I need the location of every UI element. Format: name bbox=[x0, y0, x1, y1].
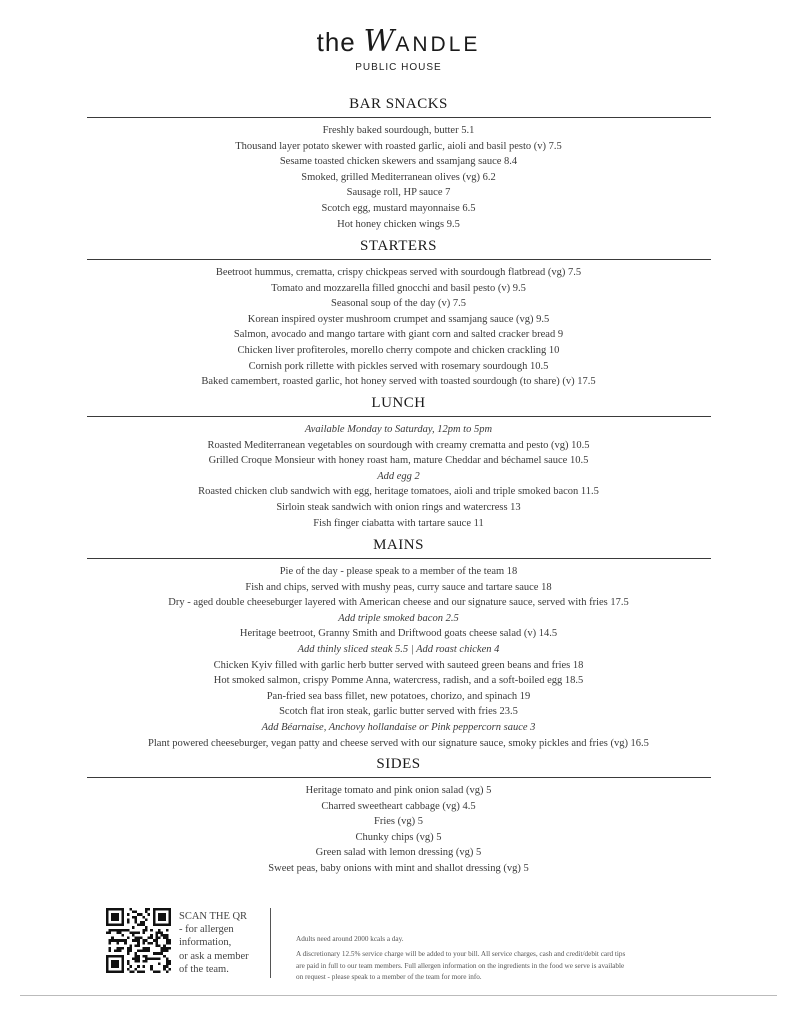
menu-item: Sirloin steak sandwich with onion rings and watercress 13 bbox=[276, 501, 521, 513]
menu-item: Grilled Croque Monsieur with honey roast ham, mature Cheddar and béchamel sauce 10.5 bbox=[208, 455, 589, 467]
menu-item: Green salad with lemon dressing (vg) 5 bbox=[315, 847, 482, 859]
menu-item: Pan-fried sea bass fillet, new potatoes, chorizo, and spinach 19 bbox=[266, 690, 531, 702]
menu-item: Beetroot hummus, crematta, crispy chickpeas served with sourdough flatbread (vg) 7.5 bbox=[215, 267, 582, 278]
menu-item: Smoked, grilled Mediterranean olives (vg) 6.2 bbox=[301, 171, 496, 183]
menu-items bbox=[0, 123, 797, 232]
menu-item: Freshly baked sourdough, butter 5.1 bbox=[322, 125, 475, 136]
brand-subtitle: PUBLIC HOUSE bbox=[355, 62, 442, 73]
brand-w: W bbox=[363, 24, 396, 59]
section-divider bbox=[87, 117, 711, 118]
menu-item: Heritage tomato and pink onion salad (vg) 5 bbox=[305, 785, 492, 796]
qr-text-line: or ask a member bbox=[179, 950, 249, 962]
section-divider bbox=[87, 259, 711, 260]
menu-items bbox=[0, 422, 797, 531]
menu-item: Chunky chips (vg) 5 bbox=[355, 831, 442, 843]
menu-item: Dry - aged double cheeseburger layered with American cheese and our signature sauce, served with fries 17.5 bbox=[168, 597, 629, 609]
section-divider bbox=[87, 416, 711, 417]
menu-item: Sweet peas, baby onions with mint and shallot dressing (vg) 5 bbox=[268, 862, 529, 874]
menu-items bbox=[0, 265, 797, 390]
menu-items bbox=[0, 783, 797, 877]
section-title: LUNCH bbox=[371, 395, 426, 411]
section-divider bbox=[87, 777, 711, 778]
menu-note: Available Monday to Saturday, 12pm to 5pm bbox=[304, 424, 493, 435]
menu-item: Scotch egg, mustard mayonnaise 6.5 bbox=[321, 202, 476, 214]
menu-item: Pie of the day - please speak to a member of the team 18 bbox=[279, 566, 518, 577]
note-line: A discretionary 12.5% service charge will be added to your bill. All service charges, cash and credit/debit card tips bbox=[296, 949, 626, 958]
brand-the: the bbox=[316, 27, 356, 57]
section-title: STARTERS bbox=[360, 238, 437, 254]
note-line: Adults need around 2000 kcals a day. bbox=[296, 935, 404, 943]
menu-item: Salmon, avocado and mango tartare with giant corn and salted cracker bread 9 bbox=[233, 329, 564, 341]
page-bottom-rule bbox=[20, 995, 777, 996]
brand-header bbox=[0, 26, 797, 73]
menu-item: Sesame toasted chicken skewers and ssamjang sauce 8.4 bbox=[279, 156, 518, 168]
section-title: BAR SNACKS bbox=[349, 96, 448, 112]
footer-divider bbox=[270, 908, 271, 978]
menu-item: Baked camembert, roasted garlic, hot honey served with toasted sourdough (to share) (v) 17.5 bbox=[201, 376, 596, 388]
menu-item: Korean inspired oyster mushroom crumpet and ssamjang sauce (vg) 9.5 bbox=[247, 313, 550, 325]
qr-text-line: SCAN THE QR bbox=[179, 911, 248, 922]
note-line: on request - please speak to a member of the team for more info. bbox=[296, 973, 482, 982]
menu-item: Heritage beetroot, Granny Smith and Driftwood goats cheese salad (v) 14.5 bbox=[239, 628, 558, 640]
footer-notes bbox=[296, 934, 696, 984]
menu-item: Fish and chips, served with mushy peas, curry sauce and tartare sauce 18 bbox=[245, 581, 552, 593]
menu-item: Cornish pork rillette with pickles served with rosemary sourdough 10.5 bbox=[248, 360, 549, 372]
menu-item: Thousand layer potato skewer with roasted garlic, aioli and basil pesto (v) 7.5 bbox=[235, 140, 562, 152]
qr-text-line: - for allergen bbox=[179, 924, 234, 936]
section-starters bbox=[0, 237, 797, 388]
brand-logo bbox=[0, 26, 797, 61]
qr-code-icon[interactable] bbox=[106, 908, 171, 973]
menu-item: Charred sweetheart cabbage (vg) 4.5 bbox=[321, 800, 476, 812]
footer bbox=[0, 902, 797, 992]
menu-item: Plant powered cheeseburger, vegan patty and cheese served with our signature sauce, smoky pickles and fries (vg) 16.5 bbox=[148, 737, 649, 749]
menu-item: Chicken liver profiteroles, morello cherry compote and chicken crackling 10 bbox=[237, 344, 560, 356]
section-divider bbox=[87, 558, 711, 559]
qr-text-line: information, bbox=[179, 937, 232, 949]
menu-item: Scotch flat iron steak, garlic butter served with fries 23.5 bbox=[279, 706, 518, 718]
menu-item: Sausage roll, HP sauce 7 bbox=[346, 187, 451, 199]
section-mains bbox=[0, 536, 797, 749]
menu-item: Tomato and mozzarella filled gnocchi and basil pesto (v) 9.5 bbox=[271, 282, 526, 294]
menu-item: Fries (vg) 5 bbox=[374, 816, 423, 828]
menu-item: Roasted chicken club sandwich with egg, heritage tomatoes, aioli and triple smoked bacon 11.5 bbox=[198, 486, 599, 498]
section-title: SIDES bbox=[376, 756, 421, 772]
menu-note: Add egg 2 bbox=[377, 470, 420, 482]
menu-note: Add thinly sliced steak 5.5 | Add roast chicken 4 bbox=[297, 643, 500, 655]
section-lunch bbox=[0, 394, 797, 529]
section-title: MAINS bbox=[373, 537, 424, 553]
menu-note: Add Béarnaise, Anchovy hollandaise or Pink peppercorn sauce 3 bbox=[261, 721, 536, 733]
menu-item: Chicken Kyiv filled with garlic herb butter served with sauteed green beans and fries 18 bbox=[213, 659, 584, 671]
menu-item: Hot smoked salmon, crispy Pomme Anna, watercress, radish, and a soft-boiled egg 18.5 bbox=[213, 675, 584, 687]
qr-instructions bbox=[179, 910, 269, 976]
menu-items bbox=[0, 564, 797, 751]
menu-item: Hot honey chicken wings 9.5 bbox=[337, 218, 460, 230]
section-sides bbox=[0, 755, 797, 874]
section-bar-snacks bbox=[0, 95, 797, 230]
note-line: are paid in full to our team members. Full allergen information on the ingredients in the food we serve is available bbox=[296, 961, 625, 970]
menu-item: Seasonal soup of the day (v) 7.5 bbox=[330, 298, 466, 310]
brand-andle: ANDLE bbox=[395, 33, 481, 56]
qr-text-line: of the team. bbox=[179, 963, 229, 975]
menu-item: Roasted Mediterranean vegetables on sourdough with creamy crematta and pesto (vg) 10.5 bbox=[207, 439, 590, 451]
menu-item: Fish finger ciabatta with tartare sauce 11 bbox=[313, 517, 484, 529]
menu-note: Add triple smoked bacon 2.5 bbox=[338, 612, 459, 624]
